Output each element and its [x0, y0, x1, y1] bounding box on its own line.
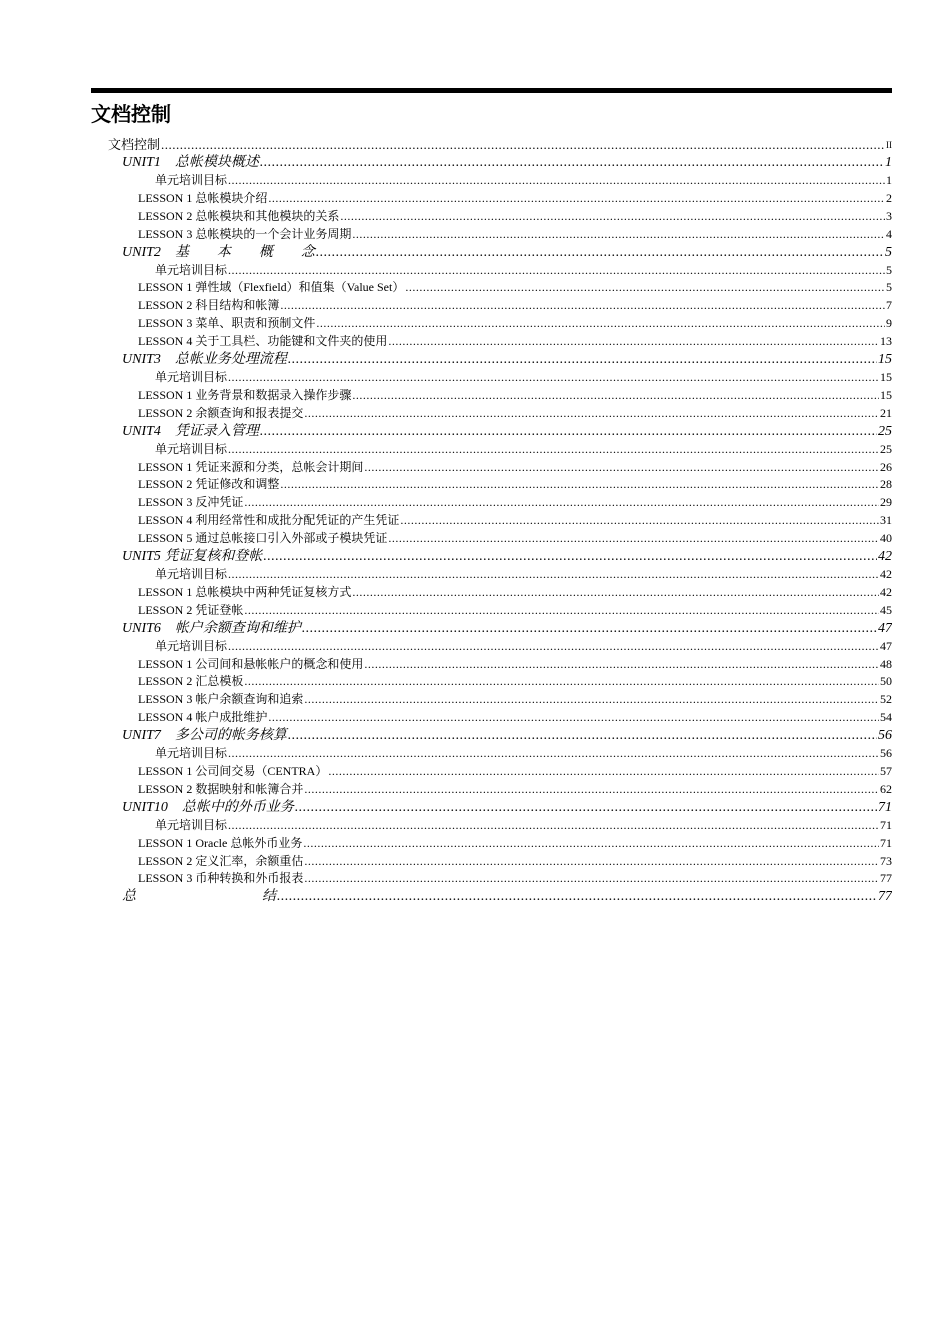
toc-entry[interactable]: [0, 369, 892, 387]
toc-page-number: 25: [880, 441, 892, 456]
toc-dot-leader: [268, 709, 879, 727]
toc-entry-label: LESSON 3 币种转换和外币报表: [138, 871, 304, 889]
toc-entry-label: LESSON 2 科目结构和帐簿: [138, 297, 280, 315]
toc-entry-label: LESSON 3 菜单、职责和预制文件: [138, 315, 316, 333]
toc-entry-label: UNIT7 多公司的帐务核算: [122, 728, 287, 744]
toc-dot-leader: [228, 172, 885, 190]
toc-page-number: 40: [880, 531, 892, 546]
toc-page-number: 9: [886, 316, 892, 331]
toc-entry-label: LESSON 1 总帐模块介绍: [138, 190, 268, 208]
toc-dot-leader: [244, 494, 879, 512]
toc-entry[interactable]: [0, 494, 892, 512]
toc-entry[interactable]: [0, 405, 892, 423]
toc-entry-label: LESSON 1 公司间和悬帐帐户的概念和使用: [138, 656, 364, 674]
toc-entry[interactable]: [0, 888, 892, 906]
toc-page-number: 52: [880, 692, 892, 707]
toc-page-number: II: [886, 140, 892, 150]
toc-page-number: 5: [886, 280, 892, 295]
toc-dot-leader: [316, 244, 884, 262]
toc-dot-leader: [304, 781, 879, 799]
toc-entry[interactable]: [0, 387, 892, 405]
toc-page-number: 56: [880, 746, 892, 761]
toc-entry[interactable]: [0, 333, 892, 351]
toc-page-number: 42: [880, 567, 892, 582]
toc-page-number: 28: [880, 477, 892, 492]
toc-entry[interactable]: [0, 835, 892, 853]
toc-entry[interactable]: [0, 620, 892, 638]
toc-page-number: 31: [880, 513, 892, 528]
toc-dot-leader: [268, 190, 885, 208]
toc-entry-label: LESSON 2 定义汇率，余额重估: [138, 853, 304, 871]
toc-entry[interactable]: [0, 476, 892, 494]
toc-dot-leader: [304, 871, 879, 889]
toc-entry-label: LESSON 3 反冲凭证: [138, 494, 244, 512]
toc-dot-leader: [303, 835, 879, 853]
toc-dot-leader: [388, 333, 879, 351]
toc-entry[interactable]: [0, 602, 892, 620]
toc-entry-label: 单元培训目标: [155, 172, 228, 190]
toc-entry-label: LESSON 2 汇总模板: [138, 673, 244, 691]
toc-entry-label: LESSON 1 总帐模块中两种凭证复核方式: [138, 584, 352, 602]
toc-entry[interactable]: [0, 763, 892, 781]
toc-entry[interactable]: [0, 691, 892, 709]
toc-page-number: 5: [885, 244, 892, 260]
toc-entry-label: LESSON 2 数据映射和帐簿合并: [138, 781, 304, 799]
toc-dot-leader: [280, 476, 879, 494]
toc-entry[interactable]: [0, 548, 892, 566]
toc-dot-leader: [304, 405, 879, 423]
toc-entry-label: UNIT5 凭证复核和登帐: [122, 549, 263, 565]
toc-entry-label: LESSON 1 公司间交易（CENTRA）: [138, 763, 328, 781]
toc-page-number: 4: [886, 226, 892, 241]
toc-dot-leader: [302, 620, 877, 638]
toc-entry[interactable]: [0, 441, 892, 459]
toc-entry-label: 单元培训目标: [155, 262, 228, 280]
toc-page-number: 26: [880, 459, 892, 474]
toc-dot-leader: [228, 369, 879, 387]
toc-dot-leader: [295, 799, 877, 817]
toc-entry[interactable]: [0, 709, 892, 727]
toc-entry[interactable]: [0, 244, 892, 262]
toc-entry-label: LESSON 2 余额查询和报表提交: [138, 405, 304, 423]
toc-dot-leader: [228, 566, 879, 584]
toc-dot-leader: [280, 297, 885, 315]
toc-page-number: 62: [880, 781, 892, 796]
toc-entry[interactable]: [0, 279, 892, 297]
toc-page-number: 42: [880, 584, 892, 599]
toc-page-number: 71: [880, 835, 892, 850]
toc-dot-leader: [228, 262, 885, 280]
toc-page-number: 7: [886, 298, 892, 313]
toc-entry-label: LESSON 1 凭证来源和分类，总帐会计期间: [138, 459, 364, 477]
toc-entry-label: UNIT1 总帐模块概述: [122, 155, 259, 170]
toc-entry-label: LESSON 2 总帐模块和其他模块的关系: [138, 208, 340, 226]
toc-dot-leader: [228, 745, 879, 763]
toc-entry-label: LESSON 3 帐户余额查询和追索: [138, 691, 304, 709]
toc-dot-leader: [364, 459, 879, 477]
toc-dot-leader: [244, 673, 879, 691]
toc-entry[interactable]: [0, 208, 892, 226]
toc-dot-leader: [316, 315, 885, 333]
toc-page-number: 47: [880, 638, 892, 653]
toc-dot-leader: [263, 548, 877, 566]
toc-page-number: 1: [886, 172, 892, 187]
toc-page-number: 50: [880, 674, 892, 689]
toc-page-number: 71: [880, 817, 892, 832]
toc-dot-leader: [277, 888, 877, 906]
toc-dot-leader: [244, 602, 879, 620]
toc-dot-leader: [405, 279, 885, 297]
toc-dot-leader: [328, 763, 879, 781]
toc-entry-label: 单元培训目标: [155, 638, 228, 656]
toc-entry-label: UNIT2 基 本 概 念: [122, 244, 315, 260]
toc-dot-leader: [352, 387, 879, 405]
toc-dot-leader: [352, 584, 879, 602]
toc-dot-leader: [288, 351, 877, 369]
toc-dot-leader: [228, 441, 879, 459]
toc-entry-label: UNIT6 帐户余额查询和维护: [122, 620, 301, 636]
toc-page-number: 25: [878, 423, 892, 439]
toc-entry[interactable]: [0, 799, 892, 817]
toc-page-number: 56: [878, 728, 892, 744]
toc-page-number: 73: [880, 853, 892, 868]
toc-entry[interactable]: [0, 745, 892, 763]
toc-entry[interactable]: [0, 351, 892, 369]
toc-entry-label: 单元培训目标: [155, 566, 228, 584]
toc-dot-leader: [288, 727, 877, 745]
toc-entry[interactable]: [0, 566, 892, 584]
toc-entry-label: UNIT3 总帐业务处理流程: [122, 352, 287, 368]
toc-entry-label: UNIT10 总帐中的外币业务: [122, 799, 294, 815]
toc-entry-label: 总 结: [122, 889, 276, 905]
page-title: 文档控制: [91, 102, 171, 126]
toc-page-number: 21: [880, 405, 892, 420]
toc-entry[interactable]: [0, 638, 892, 656]
toc-entry-label: 单元培训目标: [155, 369, 228, 387]
toc-entry[interactable]: [0, 781, 892, 799]
toc-page-number: 29: [880, 495, 892, 510]
toc-page-number: 5: [886, 262, 892, 277]
toc-page-number: 77: [880, 871, 892, 886]
toc-entry[interactable]: [0, 459, 892, 477]
toc-entry-label: LESSON 4 利用经常性和成批分配凭证的产生凭证: [138, 512, 400, 530]
toc-entry[interactable]: [0, 190, 892, 208]
toc-dot-leader: [352, 226, 885, 244]
toc-entry-label: 单元培训目标: [155, 817, 228, 835]
toc-entry[interactable]: [0, 727, 892, 745]
toc-page-number: 71: [878, 799, 892, 815]
toc-dot-leader: [260, 154, 884, 172]
toc-entry[interactable]: [0, 297, 892, 315]
toc-page-number: 15: [878, 352, 892, 368]
toc-dot-leader: [388, 530, 879, 548]
toc-entry[interactable]: [0, 656, 892, 674]
toc-dot-leader: [304, 691, 879, 709]
toc-entry[interactable]: [0, 226, 892, 244]
toc-page-number: 77: [878, 889, 892, 905]
toc-entry[interactable]: [0, 584, 892, 602]
toc-entry-label: LESSON 2 凭证修改和调整: [138, 476, 280, 494]
toc-page-number: 54: [880, 710, 892, 725]
toc-entry[interactable]: [0, 871, 892, 889]
toc-page-number: 15: [880, 387, 892, 402]
toc-page-number: 57: [880, 764, 892, 779]
toc-entry[interactable]: [0, 136, 892, 154]
toc-entry-label: LESSON 3 总帐模块的一个会计业务周期: [138, 226, 352, 244]
toc-entry[interactable]: [0, 673, 892, 691]
toc-entry-label: LESSON 1 业务背景和数据录入操作步骤: [138, 387, 352, 405]
toc-page-number: 45: [880, 602, 892, 617]
toc-page-number: 1: [885, 155, 892, 170]
toc-page-number: 3: [886, 208, 892, 223]
toc-page-number: 48: [880, 656, 892, 671]
toc-dot-leader: [400, 512, 879, 530]
toc-entry[interactable]: [0, 315, 892, 333]
toc-entry[interactable]: [0, 423, 892, 441]
toc-entry-label: 单元培训目标: [155, 441, 228, 459]
toc-entry-label: LESSON 2 凭证登帐: [138, 602, 244, 620]
toc-entry-label: LESSON 1 Oracle 总帐外币业务: [138, 835, 303, 853]
toc-entry[interactable]: [0, 262, 892, 280]
toc-entry[interactable]: [0, 817, 892, 835]
toc-dot-leader: [260, 423, 877, 441]
toc-dot-leader: [304, 853, 879, 871]
toc-page-number: 2: [886, 190, 892, 205]
toc-entry-label: 文档控制: [108, 137, 161, 152]
toc-entry-label: LESSON 1 弹性域（Flexfield）和值集（Value Set）: [138, 279, 405, 297]
toc-dot-leader: [228, 638, 879, 656]
header-rule: [91, 88, 892, 93]
toc-page-number: 42: [878, 549, 892, 565]
toc-entry[interactable]: [0, 853, 892, 871]
toc-dot-leader: [161, 136, 885, 154]
toc-dot-leader: [340, 208, 885, 226]
toc-entry[interactable]: [0, 530, 892, 548]
toc-entry[interactable]: [0, 172, 892, 190]
toc-entry-label: 单元培训目标: [155, 745, 228, 763]
toc-entry-label: LESSON 5 通过总帐接口引入外部或子模块凭证: [138, 530, 388, 548]
toc-page-number: 15: [880, 370, 892, 384]
toc-entry-label: LESSON 4 帐户成批维护: [138, 709, 268, 727]
toc-dot-leader: [364, 656, 879, 674]
toc-entry-label: UNIT4 凭证录入管理: [122, 423, 259, 439]
table-of-contents: [0, 136, 950, 906]
toc-entry[interactable]: [0, 154, 892, 172]
toc-entry-label: LESSON 4 关于工具栏、功能键和文件夹的使用: [138, 333, 388, 351]
toc-entry[interactable]: [0, 512, 892, 530]
toc-page-number: 47: [878, 620, 892, 636]
toc-dot-leader: [228, 817, 879, 835]
toc-page-number: 13: [880, 334, 892, 349]
